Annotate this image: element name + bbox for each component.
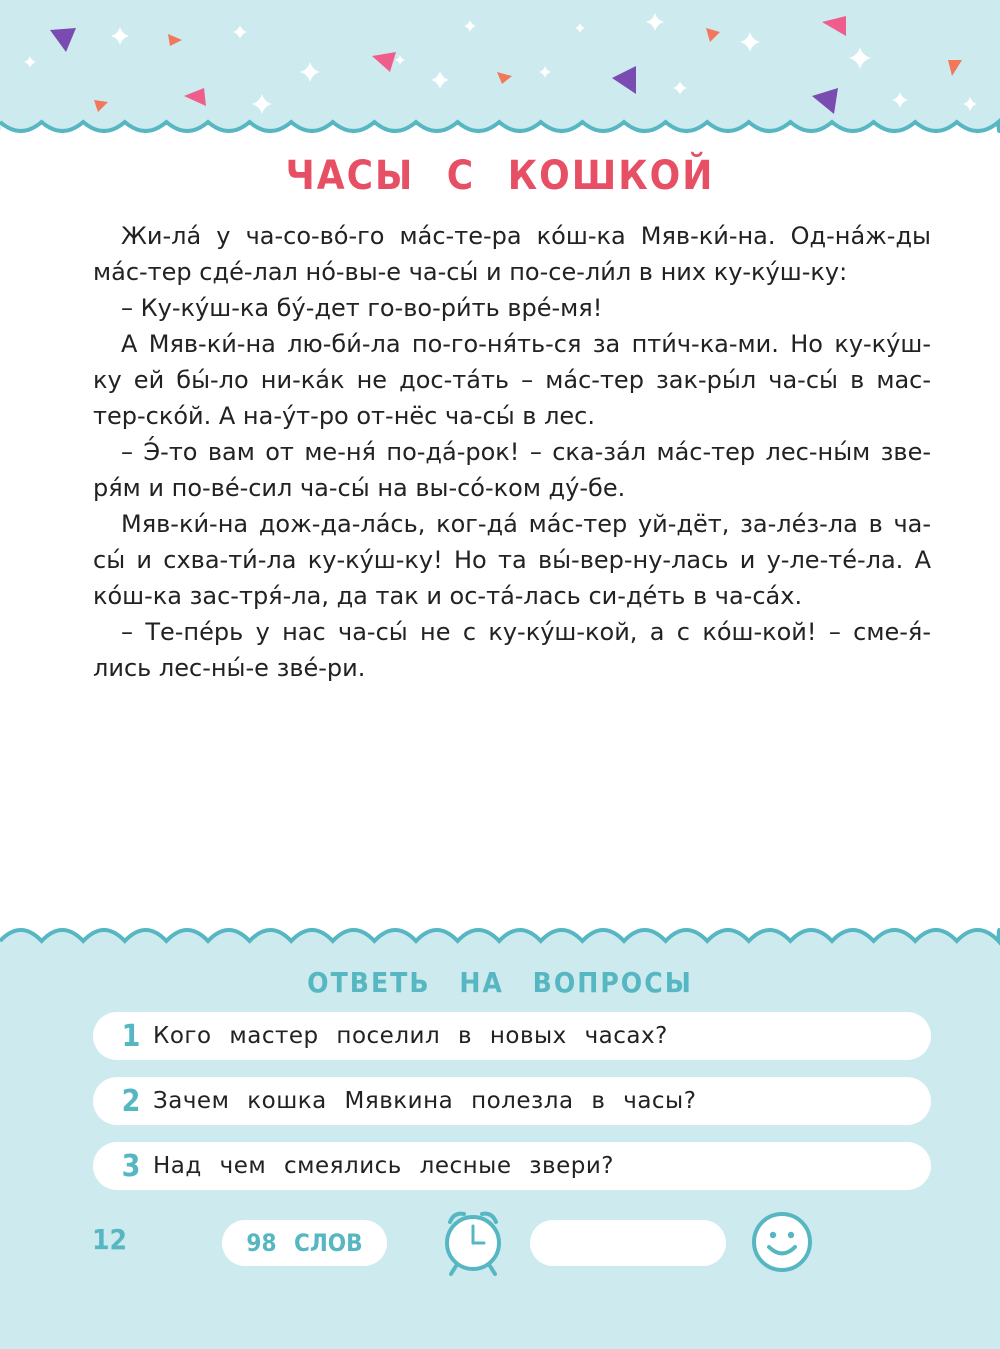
story-paragraph-5: Мяв-ки́-на дож-да-ла́сь, ког-да́ ма́с-тер уй-дёт, за-ле́з-ла в ча-сы́ и схва-ти́-ла ку-ку́ш-ку! Но та вы́-вер-ну-лась и у-ле-те́-ла. А ко́ш-ка зас-тря́-ла, да так и ос-та́-лась си-де́ть в ча-са́х. [93, 510, 931, 610]
question-text: Зачем кошка Мявкина полезла в часы? [153, 1088, 697, 1114]
story-title: ЧАСЫ С КОШКОЙ [285, 153, 715, 199]
story-paragraph-2: – Ку-ку́ш-ка бу́-дет го-во-ри́ть вре́-мя! [121, 294, 603, 322]
top-decorative-band [0, 0, 1000, 160]
question-text: Кого мастер поселил в новых часах? [153, 1023, 668, 1049]
question-number: 3 [121, 1148, 141, 1184]
word-count-badge: 98 СЛОВ [222, 1220, 387, 1266]
story-paragraph-3: А Мяв-ки́-на лю-би́-ла по-го-ня́ть-ся за пти́ч-ка-ми. Но ку-ку́ш-ку ей бы́-ло ни-ка́к не дос-та́ть – ма́с-тер зак-ры́л ча-сы́ в мас-тер-ско́й. А на-у́т-ро от-нёс ча-сы́ в лес. [93, 330, 931, 430]
story-paragraph-6: – Те-пе́рь у нас ча-сы́ не с ку-ку́ш-кой, а с ко́ш-кой! – сме-я́-лись лес-ны́-е зве́-ри. [93, 618, 931, 682]
story-text [93, 218, 931, 686]
story-paragraph-4: – Э́-то вам от ме-ня́ по-да́-рок! – ска-за́л ма́с-тер лес-ны́м зве-ря́м и по-ве́-сил ча-сы́ на вы-со́-ком ду́-бе. [93, 438, 931, 502]
page-number: 12 [92, 1223, 128, 1256]
reading-time-field[interactable] [530, 1220, 726, 1266]
clock-icon [440, 1208, 506, 1278]
question-number: 1 [121, 1018, 141, 1054]
question-2 [93, 1077, 931, 1125]
question-3 [93, 1142, 931, 1190]
question-1 [93, 1012, 931, 1060]
top-band-background [0, 0, 1000, 131]
question-number: 2 [121, 1083, 141, 1119]
question-text: Над чем смеялись лесные звери? [153, 1153, 614, 1179]
smile-icon [750, 1210, 814, 1274]
story-paragraph-1: Жи-ла́ у ча-со-во́-го ма́с-те-ра ко́ш-ка Мяв-ки́-на. Од-на́ж-ды ма́с-тер сде́-лал но́-вы-е ча-сы́ и по-се-ли́л в них ку-ку́ш-ку: [93, 222, 931, 286]
questions-heading: ОТВЕТЬ НА ВОПРОСЫ [307, 966, 693, 999]
